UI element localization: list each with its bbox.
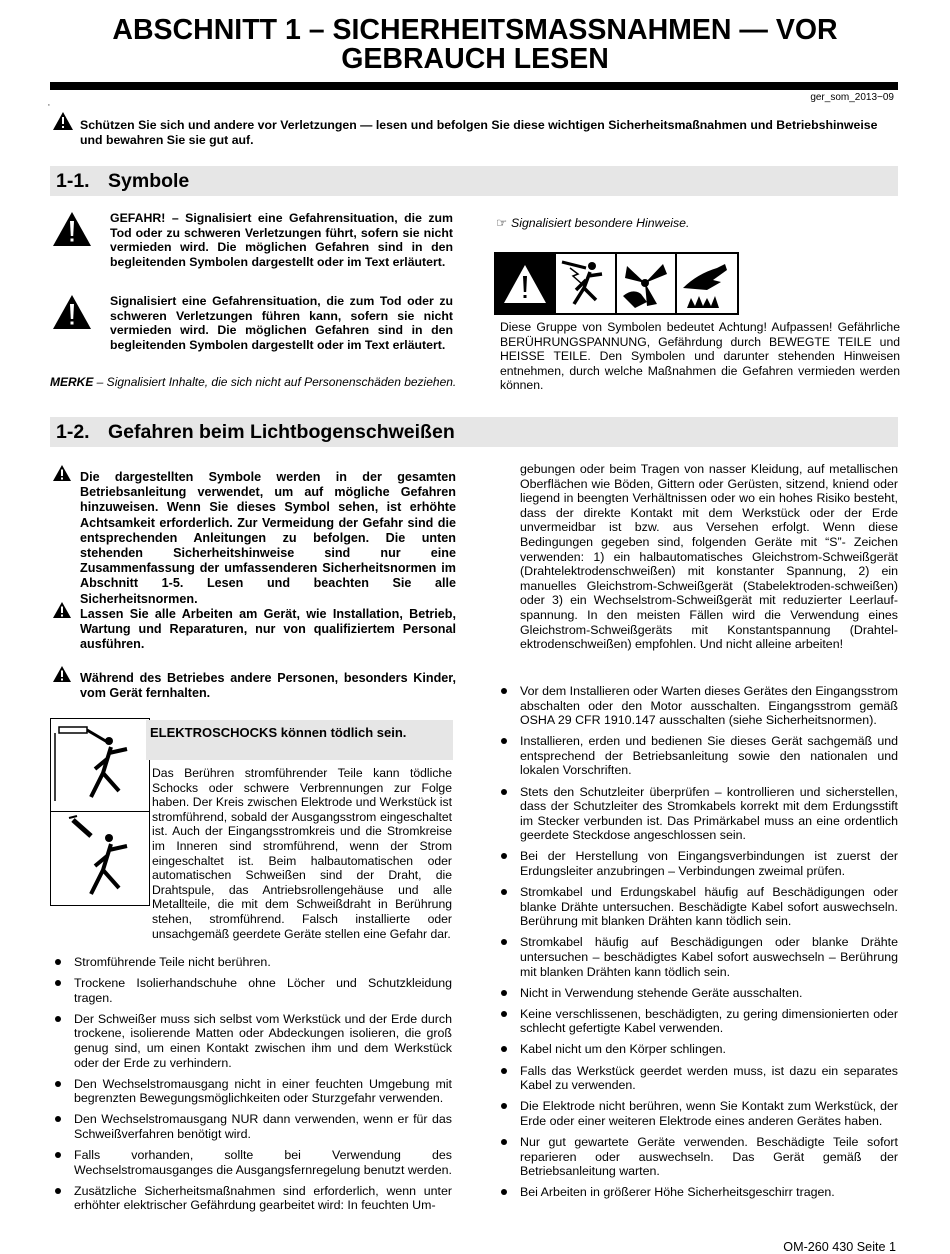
right-bullet-list: [496, 684, 898, 1206]
list-item: Stromkabel häufig auf Beschädigungen oder blanke Drähte untersuchen – beschädigtes Kabel sofort auswechseln – Berührung mit blanken Drähten kann tödlich sein.: [496, 935, 898, 979]
title-line-2: GEBRAUCH LESEN: [341, 43, 609, 75]
pointing-hand-icon: ☞: [496, 216, 508, 230]
section-number: 1-2.: [56, 421, 90, 443]
list-item: Trockene Isolierhandschuhe ohne Löcher und Schutzkleidung tragen.: [50, 976, 452, 1005]
warning-triangle-icon: [52, 665, 72, 683]
doc-id: ger_som_2013−09: [810, 92, 894, 103]
warnung-text: Signalisiert eine Gefahrensituation, die zum Tod oder zu schweren Verletzungen führen kann, sofern sie nicht vermieden wird. Die möglichen Gefahren sind in den begleitenden Symbolen dargestellt oder im Text erläutert.: [110, 294, 453, 352]
electrode-shock-icon: [51, 719, 149, 812]
section-title: Gefahren beim Lichtbogenschweißen: [108, 421, 455, 443]
list-item: Installieren, erden und bedienen Sie dieses Gerät sachgemäß und entsprechend der Betriebsanleitung sowie den nationalen und lokalen Vorschriften.: [496, 734, 898, 778]
warning-triangle-icon: [52, 294, 92, 330]
keep-away-paragraph: Während des Betriebes andere Personen, besonders Kinder, vom Gerät fernhalten.: [80, 671, 456, 701]
list-item: Falls vorhanden, sollte bei Verwendung des Wechselstromausganges die Ausgangsfernregelung benutzt werden.: [50, 1148, 452, 1177]
section-heading-gefahren: [50, 417, 898, 447]
list-item: Kabel nicht um den Körper schlingen.: [496, 1042, 898, 1057]
list-item: Der Schweißer muss sich selbst vom Werkstück und der Erde durch trockene, isolierende Matten oder Abdeckungen isolieren, die groß genug sind, um einen Kontakt zwischen ihm und dem Werkstück oder der Erde zu verhindern.: [50, 1012, 452, 1070]
list-item: Die Elektrode nicht berühren, wenn Sie Kontakt zum Werkstück, der Erde oder einer weiteren Elektrode eines anderen Gerätes haben.: [496, 1099, 898, 1128]
list-item: Zusätzliche Sicherheitsmaßnahmen sind erforderlich, wenn unter erhöhter elektrischer Gefährdung gearbeitet wird: In feuchten Um-: [50, 1184, 452, 1213]
warning-triangle-icon: [52, 111, 74, 131]
shock-text: Das Berühren stromführender Teile kann tödliche Schocks oder schwere Verbrennungen zur Folge haben. Der Kreis zwischen Elektrode und Werkstück ist stromführend, sobald der Ausgangsstrom eingeschaltet ist. Auch der Eingangsstromkreis und die Stromkreise im Inneren sind stromführend, wenn der Strom eingeschaltet ist. Beim halbautomatischen oder automatischen Schweißen sind der Draht, die Drahtspule, das Antriebsrollengehäuse und alle Metallteile, die mit dem Schweißdraht in Berührung stehen, stromführend. Falsch installierte oder unsachgemäß geerdete Geräte stellen eine Gefahr dar.: [152, 766, 452, 941]
moving-parts-icon: [617, 254, 677, 313]
gefahr-text: GEFAHR! – Signalisiert eine Gefahrensituation, die zum Tod oder zu schweren Verletzungen führt, sofern sie nicht vermieden wird. Die möglichen Gefahren sind in den begleitenden Symbolen dargestellt oder im Text erläutert.: [110, 211, 453, 269]
qualified-personnel-paragraph: Lassen Sie alle Arbeiten am Gerät, wie Installation, Betrieb, Wartung und Reparaturen, nur von qualifiziertem Personal ausführen.: [80, 607, 456, 652]
list-item: Den Wechselstromausgang NUR dann verwenden, wenn er für das Schweißverfahren benötigt wird.: [50, 1112, 452, 1141]
page-footer: OM-260 430 Seite 1: [783, 1240, 896, 1254]
shock-heading: ELEKTROSCHOCKS können tödlich sein.: [146, 720, 453, 760]
merke-text: – Signalisiert Inhalte, die sich nicht auf Personenschäden beziehen.: [93, 375, 457, 389]
stray-mark: ‚: [48, 98, 50, 107]
list-item: Stromkabel und Erdungskabel häufig auf Beschädigungen oder blanke Drähte untersuchen. Beschädigte Kabel sofort auswechseln. Berührung mit blanken Drähten kann tödlich sein.: [496, 885, 898, 929]
list-item: Den Wechselstromausgang nicht in einer feuchten Umgebung mit begrenzten Bewegungsmöglichkeiten oder Sturzgefahr verwenden.: [50, 1077, 452, 1106]
hot-parts-icon: [677, 254, 737, 313]
list-item: Falls das Werkstück geerdet werden muss, ist dazu ein separates Kabel zu verwenden.: [496, 1064, 898, 1093]
symbols-description: Diese Gruppe von Symbolen bedeutet Achtung! Aufpassen! Gefährliche BERÜHRUNGSPANNUNG, Gefährdung durch BEWEGTE TEILE und HEISSE TEILE. Den Symbolen und darunter stehenden Hinweisen entnehmen, durch welche Maßnahmen die Gefahren vermieden werden können.: [500, 320, 900, 393]
list-item: Keine verschlissenen, beschädigten, zu gering dimensionierten oder schlecht gefertigte Kabel verwenden.: [496, 1007, 898, 1036]
list-item: Vor dem Installieren oder Warten dieses Gerätes den Eingangsstrom abschalten oder den Motor ausschalten. Eingangsstrom gemäß OSHA 29 CFR 1910.147 ausschalten (siehe Sicherheitsnormen).: [496, 684, 898, 728]
list-item: Nur gut gewartete Geräte verwenden. Beschädigte Teile sofort reparieren oder auswechseln. Das Gerät gemäß der Betriebsanleitung warten.: [496, 1135, 898, 1179]
page-title: [0, 16, 950, 74]
header-rule: [50, 82, 898, 90]
warning-triangle-icon: [52, 601, 72, 619]
intro-text: Schützen Sie sich und andere vor Verletzungen — lesen und befolgen Sie diese wichtigen Sicherheitsmaßnahmen und Betriebshinweise und bewahren Sie sie gut auf.: [80, 118, 878, 147]
attention-triangle-icon: [496, 254, 556, 313]
safety-intro-paragraph: Die dargestellten Symbole werden in der gesamten Betriebsanleitung verwendet, um auf mögliche Gefahren hinzuweisen. Wenn Sie dieses Symbol sehen, ist erhöhte Achtsamkeit erforderlich. Zur Vermeidung der Gefahr sind die entsprechenden Anleitungen zu befolgen. Die unten stehenden Sicherheitshinweise sind nur eine Zusammenfassung der umfassenderen Sicherheitsnormen im Abschnitt 1-5. Lesen und beachten Sie alle Sicherheitsnormen.: [80, 470, 456, 606]
merke-label: MERKE: [50, 375, 94, 389]
left-bullet-list: [50, 955, 452, 1219]
hazard-symbol-strip: [494, 252, 739, 315]
danger-triangle-icon: [52, 211, 92, 247]
hinweis-text: Signalisiert besondere Hinweise.: [511, 216, 690, 230]
section-title: Symbole: [108, 170, 190, 192]
title-line-1: ABSCHNITT 1 – SICHERHEITSMASSNAHMEN — VOR: [112, 14, 838, 46]
wire-shock-icon: [51, 812, 149, 905]
electric-shock-icon: [556, 254, 616, 313]
continued-paragraph: gebungen oder beim Tragen von nasser Kleidung, auf metallischen Oberflächen wie Böden, Gittern oder Gerüsten, sitzend, kniend oder liegend in beengten Verhältnissen oder wo ein hohes Risiko besteht, dass der direkte Kontakt mit dem Werkstück oder der Erde unvermeidbar ist bzw. aus Versehen erfolgt. Wenn diese Bedingungen gegeben sind, folgenden Geräte mit “S”- Zeichen verwenden: 1) ein halbautomatisches Gleichstrom-Schweißgerät (Drahtelektrodenschweißen) mit konstanter Spannung, 2) ein manuelles Gleichstrom-Schweißgerät (Stabelektroden-schweißen) oder 3) ein Wechselstrom-Schweißgerät mit reduzierter Leerlauf- spannung. In den meisten Fällen wird die Verwendung eines Gleichstrom-Schweißgeräts mit Konstantspannung (Drahtel- ektrodenschweißen) empfohlen. Und nicht alleine arbeiten!: [520, 462, 898, 652]
section-heading-symbole: [50, 166, 898, 196]
warning-triangle-icon: [52, 464, 72, 482]
list-item: Bei Arbeiten in größerer Höhe Sicherheitsgeschirr tragen.: [496, 1185, 898, 1200]
list-item: Bei der Herstellung von Eingangsverbindungen ist zuerst der Erdungsleiter anzubringen – Verbindungen zweimal prüfen.: [496, 849, 898, 878]
list-item: Stromführende Teile nicht berühren.: [50, 955, 452, 970]
section-number: 1-1.: [56, 170, 90, 192]
shock-symbol-box: [50, 718, 150, 906]
merke-note: [50, 375, 460, 390]
list-item: Stets den Schutzleiter überprüfen – kontrollieren und sicherstellen, dass der Schutzleiter des Stromkabels korrekt mit dem Erdungsstift im Stecker verbunden ist. Das Primärkabel muss an eine ordentlich geerdete Steckdose angeschlossen sein.: [496, 785, 898, 843]
hinweis-note: [496, 216, 689, 230]
list-item: Nicht in Verwendung stehende Geräte ausschalten.: [496, 986, 898, 1001]
